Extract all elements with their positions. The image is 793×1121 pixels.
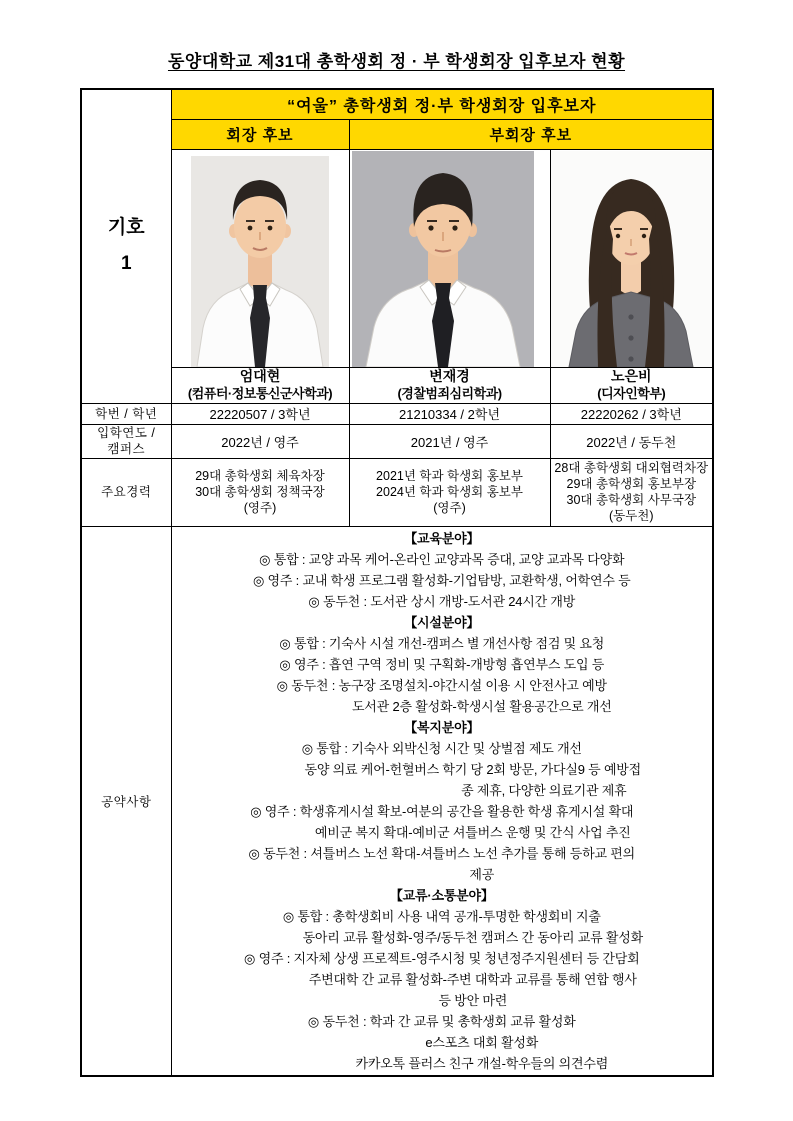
candidate-name: 변재경 bbox=[429, 368, 470, 384]
photo-cell-candidate-3 bbox=[550, 149, 713, 367]
pledge-line: ◎ 영주 : 흡연 구역 정비 및 구획화-개방형 흡연부스 도입 등 bbox=[279, 656, 605, 672]
photo-cell-candidate-1 bbox=[171, 149, 349, 367]
pledge-line: ◎ 동두천 : 셔틀버스 노선 확대-셔틀버스 노선 추가를 통해 등하교 편의 bbox=[248, 845, 635, 861]
career-line: (영주) bbox=[243, 501, 277, 515]
pledges-content bbox=[171, 526, 713, 1076]
pledge-line: e스포츠 대회 활성화 bbox=[425, 1034, 539, 1050]
pledge-line: 동아리 교류 활성화-영주/동두천 캠퍼스 간 동아리 교류 활성화 bbox=[302, 929, 643, 945]
row-label-id-grade: 학번 / 학년 bbox=[81, 403, 171, 424]
id-photo-candidate-1 bbox=[191, 156, 329, 367]
career-line: 28대 총학생회 대외협력차장 bbox=[554, 461, 709, 475]
admission-campus-candidate-2: 2021년 / 영주 bbox=[349, 424, 550, 458]
pledge-line: ◎ 영주 : 교내 학생 프로그램 활성화-기업탐방, 교환학생, 어학연수 등 bbox=[253, 572, 631, 588]
pledge-line: ◎ 영주 : 지자체 상생 프로젝트-영주시청 및 청년정주지원센터 등 간담회 bbox=[244, 950, 640, 966]
photo-cell-candidate-2 bbox=[349, 149, 550, 367]
id-grade-candidate-1: 22220507 / 3학년 bbox=[171, 403, 349, 424]
career-line: 29대 총학생회 체육차장 bbox=[195, 469, 325, 483]
pledge-line: ◎ 통합 : 기숙사 시설 개선-캠퍼스 별 개선사항 점검 및 요청 bbox=[279, 635, 605, 651]
career-line: 30대 총학생회 정책국장 bbox=[195, 485, 325, 499]
row-label-career: 주요경력 bbox=[81, 458, 171, 526]
candidate-department: (디자인학부) bbox=[597, 386, 666, 401]
pledge-line: ◎ 통합 : 총학생회비 사용 내역 공개-투명한 학생회비 지출 bbox=[282, 908, 601, 924]
candidate-department: (경찰범죄심리학과) bbox=[397, 386, 502, 401]
id-grade-candidate-2: 21210334 / 2학년 bbox=[349, 403, 550, 424]
candidate-name: 엄대현 bbox=[239, 368, 281, 384]
table-main-header: “여울” 총학생회 정·부 학생회장 입후보자 bbox=[171, 89, 713, 119]
page-title-text: 동양대학교 제31대 총학생회 정 · 부 학생회장 입후보자 현황 bbox=[167, 52, 626, 71]
candidate-department: (컴퓨터·정보통신군사학과) bbox=[187, 386, 333, 401]
admission-campus-candidate-3: 2022년 / 동두천 bbox=[550, 424, 713, 458]
row-label-admission-line1: 입학연도 / bbox=[97, 426, 156, 440]
pledge-line: 카카오톡 플러스 친구 개설-학우들의 의견수렴 bbox=[355, 1055, 609, 1071]
career-candidate-3 bbox=[550, 458, 713, 526]
career-line: 2024년 학과 학생회 홍보부 bbox=[376, 485, 523, 499]
candidate-name: 노은비 bbox=[610, 368, 652, 384]
row-label-admission-line2: 캠퍼스 bbox=[107, 442, 146, 456]
id-grade-candidate-3: 22220262 / 3학년 bbox=[550, 403, 713, 424]
career-line: 29대 총학생회 홍보부장 bbox=[566, 477, 697, 491]
pledge-line: 【교육분야】 bbox=[404, 530, 480, 546]
name-cell-candidate-1 bbox=[171, 367, 349, 403]
admission-campus-candidate-1: 2022년 / 영주 bbox=[171, 424, 349, 458]
symbol-label: 기호 bbox=[107, 217, 145, 239]
page-title bbox=[0, 47, 793, 72]
pledge-line: 종 제휴, 다양한 의료기관 제휴 bbox=[461, 782, 627, 798]
name-cell-candidate-3 bbox=[550, 367, 713, 403]
career-line: 2021년 학과 학생회 홍보부 bbox=[376, 469, 523, 483]
career-line: (영주) bbox=[433, 501, 466, 515]
pledge-line: ◎ 동두천 : 농구장 조명설치-야간시설 이용 시 안전사고 예방 bbox=[276, 677, 607, 693]
symbol-number: 1 bbox=[120, 253, 132, 275]
pledge-line: ◎ 통합 : 기숙사 외박신청 시간 및 상벌점 제도 개선 bbox=[301, 740, 582, 756]
pledge-line: 동양 의료 케어-헌혈버스 학기 당 2회 방문, 가다실9 등 예방접 bbox=[304, 761, 642, 777]
id-photo-candidate-3 bbox=[551, 151, 712, 367]
pledge-line: 제공 bbox=[469, 866, 495, 882]
row-label-admission-campus bbox=[81, 424, 171, 458]
pledge-line: 예비군 복지 확대-예비군 셔틀버스 운행 및 간식 사업 추진 bbox=[314, 824, 631, 840]
candidates-table bbox=[80, 88, 714, 1077]
pledge-line: ◎ 영주 : 학생휴게시설 확보-여분의 공간을 활용한 학생 휴게시설 확대 bbox=[250, 803, 634, 819]
pledge-line: 도서관 2층 활성화-학생시설 활용공간으로 개선 bbox=[351, 698, 612, 714]
row-label-pledges: 공약사항 bbox=[81, 526, 171, 1076]
pledge-line: ◎ 통합 : 교양 과목 케어-온라인 교양과목 증대, 교양 교과목 다양화 bbox=[259, 551, 625, 567]
name-cell-candidate-2 bbox=[349, 367, 550, 403]
career-candidate-1 bbox=[171, 458, 349, 526]
vice-president-header: 부회장 후보 bbox=[349, 119, 713, 149]
president-header: 회장 후보 bbox=[171, 119, 349, 149]
pledge-line: 주변대학 간 교류 활성화-주변 대학과 교류를 통해 연합 행사 bbox=[308, 971, 637, 987]
id-photo-candidate-2 bbox=[352, 151, 534, 367]
career-line: (동두천) bbox=[608, 509, 654, 523]
pledge-line: 등 방안 마련 bbox=[438, 992, 508, 1008]
symbol-cell bbox=[81, 89, 171, 403]
career-line: 30대 총학생회 사무국장 bbox=[566, 493, 697, 507]
pledge-line: ◎ 동두천 : 도서관 상시 개방-도서관 24시간 개방 bbox=[308, 593, 576, 609]
pledge-line: 【복지분야】 bbox=[404, 719, 480, 735]
career-candidate-2 bbox=[349, 458, 550, 526]
pledge-line: ◎ 동두천 : 학과 간 교류 및 총학생회 교류 활성화 bbox=[307, 1013, 576, 1029]
pledge-line: 【시설분야】 bbox=[404, 614, 480, 630]
pledge-line: 【교류·소통분야】 bbox=[389, 887, 494, 903]
